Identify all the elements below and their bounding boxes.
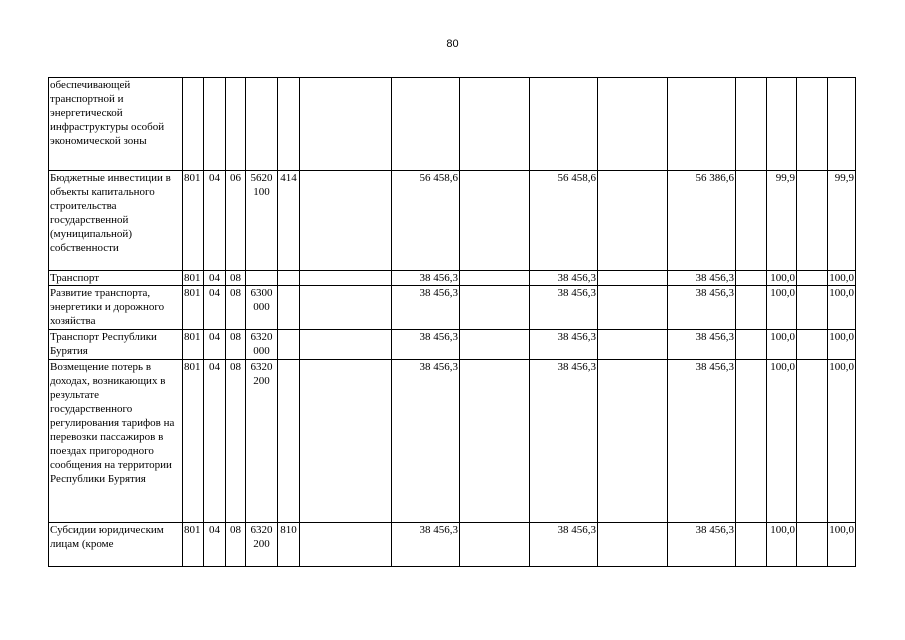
- cell-value-executed: 38 456,3: [668, 360, 736, 523]
- cell-blank: [460, 330, 530, 360]
- cell-blank: [797, 330, 828, 360]
- cell-code-section: 04: [204, 171, 226, 271]
- cell-value-refined: 38 456,3: [530, 523, 598, 567]
- cell-code-target: 6320 200: [246, 360, 278, 523]
- cell-blank: [736, 171, 767, 271]
- cell-blank: [300, 330, 392, 360]
- cell-code-target: [246, 271, 278, 286]
- cell-value-approved: 38 456,3: [392, 271, 460, 286]
- cell-value-approved: 38 456,3: [392, 523, 460, 567]
- cell-value-refined: 38 456,3: [530, 286, 598, 330]
- cell-blank: [460, 360, 530, 523]
- cell-name: Возмещение потерь в доходах, возникающих в результате государственного регулирования тарифов на перевозки пассажиров в поездах пригородного сообщения на территории Республики Бурятия: [49, 360, 183, 523]
- cell-code-ved: 801: [183, 286, 204, 330]
- cell-blank: [797, 523, 828, 567]
- cell-blank: [598, 360, 668, 523]
- cell-code-ved: 801: [183, 523, 204, 567]
- cell-code-subsection: 06: [226, 171, 246, 271]
- cell-name: Развитие транспорта, энергетики и дорожного хозяйства: [49, 286, 183, 330]
- cell-value-approved: [392, 78, 460, 171]
- cell-percent-refined: 100,0: [828, 360, 856, 523]
- cell-value-executed: [668, 78, 736, 171]
- cell-percent-approved: 99,9: [767, 171, 797, 271]
- cell-code-target: 6320 200: [246, 523, 278, 567]
- cell-blank: [300, 271, 392, 286]
- cell-value-executed: 56 386,6: [668, 171, 736, 271]
- cell-blank: [598, 523, 668, 567]
- cell-code-target: [246, 78, 278, 171]
- cell-blank: [797, 360, 828, 523]
- page-number: 80: [446, 38, 459, 50]
- cell-code-section: 04: [204, 523, 226, 567]
- cell-blank: [797, 271, 828, 286]
- cell-blank: [797, 171, 828, 271]
- cell-code-section: 04: [204, 286, 226, 330]
- cell-code-section: 04: [204, 330, 226, 360]
- cell-blank: [736, 523, 767, 567]
- cell-value-executed: 38 456,3: [668, 523, 736, 567]
- cell-blank: [797, 286, 828, 330]
- cell-blank: [598, 78, 668, 171]
- cell-value-executed: 38 456,3: [668, 330, 736, 360]
- cell-code-expense-type: [278, 360, 300, 523]
- cell-code-section: [204, 78, 226, 171]
- cell-code-ved: 801: [183, 271, 204, 286]
- cell-code-target: 5620 100: [246, 171, 278, 271]
- cell-blank: [598, 330, 668, 360]
- cell-code-section: 04: [204, 271, 226, 286]
- cell-code-ved: 801: [183, 360, 204, 523]
- cell-code-subsection: 08: [226, 286, 246, 330]
- table-row: [49, 330, 856, 360]
- cell-blank: [460, 286, 530, 330]
- table-row: [49, 286, 856, 330]
- cell-code-expense-type: [278, 286, 300, 330]
- cell-blank: [736, 360, 767, 523]
- cell-code-expense-type: 414: [278, 171, 300, 271]
- cell-code-section: 04: [204, 360, 226, 523]
- cell-blank: [736, 330, 767, 360]
- cell-percent-refined: 100,0: [829, 272, 854, 284]
- cell-code-target: 6320 000: [246, 330, 278, 360]
- cell-blank: [460, 271, 530, 286]
- cell-value-executed: 38 456,3: [668, 271, 736, 286]
- cell-blank: [598, 171, 668, 271]
- cell-percent-refined: 99,9: [828, 171, 856, 271]
- cell-blank: [460, 78, 530, 171]
- cell-name: Бюджетные инвестиции в объекты капитального строительства государственной (муниципальной) собственности: [49, 171, 183, 271]
- cell-code-subsection: 08: [226, 360, 246, 523]
- table-row: [49, 171, 856, 271]
- cell-blank: [736, 286, 767, 330]
- cell-value-approved: 38 456,3: [392, 286, 460, 330]
- cell-value-approved: 38 456,3: [392, 360, 460, 523]
- table-row: [49, 271, 856, 286]
- cell-code-expense-type: [278, 271, 300, 286]
- cell-code-ved: 801: [183, 171, 204, 271]
- cell-name: Субсидии юридическим лицам (кроме: [49, 523, 183, 567]
- cell-blank: [598, 271, 668, 286]
- cell-blank: [736, 78, 767, 171]
- cell-percent-refined: [828, 78, 856, 171]
- cell-percent-refined: 100,0: [828, 523, 856, 567]
- cell-percent-approved: 100,0: [767, 523, 797, 567]
- cell-value-refined: 38 456,3: [530, 360, 598, 523]
- cell-blank: [300, 523, 392, 567]
- cell-blank: [300, 360, 392, 523]
- cell-value-refined: 56 458,6: [530, 171, 598, 271]
- cell-code-subsection: [226, 78, 246, 171]
- cell-percent-approved: 100,0: [767, 360, 797, 523]
- cell-blank: [300, 171, 392, 271]
- cell-value-approved: 56 458,6: [392, 171, 460, 271]
- cell-code-ved: 801: [183, 330, 204, 360]
- cell-code-subsection: 08: [226, 271, 246, 286]
- cell-percent-approved: 100,0: [767, 286, 797, 330]
- cell-blank: [598, 286, 668, 330]
- cell-percent-approved: 100,0: [767, 330, 797, 360]
- cell-code-expense-type: [278, 78, 300, 171]
- cell-name: обеспечивающей транспортной и энергетической инфраструктуры особой экономической зоны: [49, 78, 183, 171]
- cell-code-subsection: 08: [226, 330, 246, 360]
- table-row: [49, 78, 856, 171]
- table-row: [49, 360, 856, 523]
- cell-name: Транспорт: [49, 271, 183, 286]
- cell-blank: [460, 523, 530, 567]
- cell-code-expense-type: [278, 330, 300, 360]
- cell-blank: [460, 171, 530, 271]
- cell-name: Транспорт Республики Бурятия: [49, 330, 183, 360]
- cell-code-expense-type: 810: [278, 523, 300, 567]
- cell-value-refined: [530, 78, 598, 171]
- cell-percent-approved: 100,0: [767, 271, 797, 286]
- cell-percent-approved: [767, 78, 797, 171]
- cell-percent-refined: 100,0: [828, 286, 856, 330]
- cell-code-subsection: 08: [226, 523, 246, 567]
- cell-value-refined: 38 456,3: [530, 271, 598, 286]
- cell-code-target: 6300 000: [246, 286, 278, 330]
- cell-value-executed: 38 456,3: [668, 286, 736, 330]
- cell-percent-refined: 100,0: [828, 330, 856, 360]
- cell-code-ved: [183, 78, 204, 171]
- cell-blank: [797, 78, 828, 171]
- budget-table: [48, 77, 856, 567]
- table-row: [49, 523, 856, 567]
- cell-blank: [736, 271, 767, 286]
- cell-blank: [300, 286, 392, 330]
- cell-blank: [300, 78, 392, 171]
- cell-value-refined: 38 456,3: [530, 330, 598, 360]
- cell-value-approved: 38 456,3: [392, 330, 460, 360]
